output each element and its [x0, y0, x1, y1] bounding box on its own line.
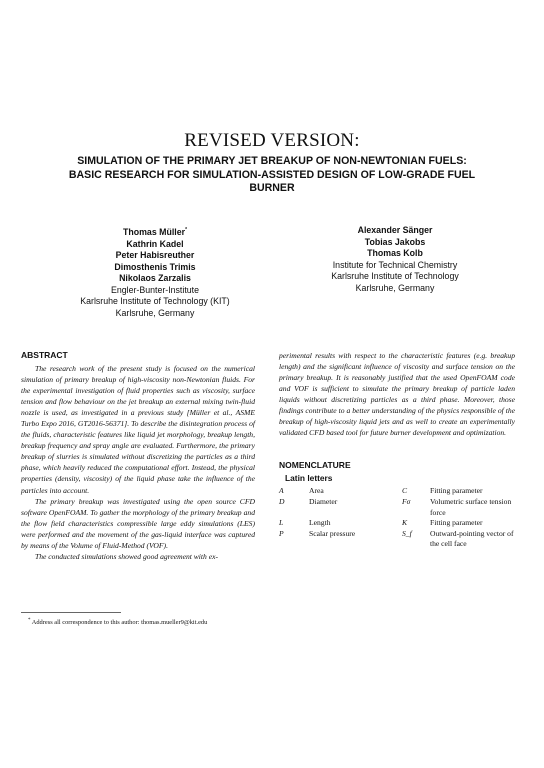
title-line: BASIC RESEARCH FOR SIMULATION-ASSISTED DESIGN OF LOW-GRADE FUEL [68, 168, 476, 181]
author-name: Thomas Kolb [367, 248, 423, 259]
author-name: Tobias Jakobs [364, 236, 426, 247]
table-row [279, 529, 515, 550]
title-line: SIMULATION OF THE PRIMARY JET BREAKUP OF NON-NEWTONIAN FUELS: [77, 155, 467, 167]
latin-letters-subheading: Latin letters [285, 473, 333, 484]
footnote-divider [21, 612, 121, 613]
symbol: S_f [402, 528, 412, 538]
affiliation-line: Karlsruhe Institute of Technology (KIT) [80, 296, 230, 307]
revised-version-label: REVISED VERSION: [184, 130, 360, 151]
paper-title [40, 155, 504, 196]
symbol-description: Outward-pointing vector of the cell face [430, 528, 514, 549]
symbol-description: Area [309, 486, 324, 496]
nomenclature-table [279, 486, 515, 550]
affiliation-line: Karlsruhe, Germany [115, 308, 195, 319]
symbol: K [402, 518, 408, 528]
author-name: Alexander Sänger [357, 225, 433, 235]
author-name: Nikolaos Zarzalis [119, 273, 191, 284]
left-column [21, 350, 255, 562]
table-row [279, 497, 515, 518]
abstract-paragraph-continued: perimental results with respect to the characteristic features (e.g. breakup length) and the significant influence of viscosity and surface tension on the primary breakup. It is reasonably justified that the used OpenFOAM code and VOF is sufficient to simulate the primary breakup of particle laden liquids without discretizing particles as a third phase. Moreover, those findings contribute to a better understanding of the physics responsible of the breakup of high-viscosity liquid jets and as well to create an experimentally validated CFD based tool for future burner development and optimization. [279, 351, 515, 438]
author-name: Dimosthenis Trimis [114, 261, 196, 272]
title-line: BURNER [249, 182, 295, 194]
symbol: D [279, 496, 285, 506]
affiliation-line: Karlsruhe Institute of Technology [331, 271, 459, 282]
abstract-paragraph: The primary breakup was investigated using the open source CFD software OpenFOAM. To gather the morphology of the primary breakup and the flow field characteristics compressible large eddy simulations (LES) were performed and the movement of the gas-liquid interface was captured by means of the Volume of Fluid-Method (VOF). [21, 496, 255, 550]
right-column [279, 350, 515, 550]
abstract-paragraph: The research work of the present study is focused on the numerical simulation of primary breakup of high-viscosity non-Newtonian fluids. For the experimental investigation of fluid properties such as viscosity, surface tension and flow behaviour on the jet breakup an external mixing twin-fluid nozzle is used, as investigated in a previous study [Müller et al., ASME Turbo Expo 2016, GT2016-56371]. To describe the disintegration process of the fluids, characteristic features like liquid jet morphology, breakup length, breakup frequency and spray angle are evaluated. Furthermore, the primary breakup of slurries is simulated without discretizing the particles as a third phase, which heavily reduced the computational effort. Instead, the physical properties (density, viscosity) of the liquid phase take the influence of the particles into account. [21, 364, 255, 495]
abstract-heading: ABSTRACT [21, 350, 68, 360]
author-block-right [280, 225, 510, 295]
author-block-left [40, 225, 270, 320]
symbol: P [279, 528, 284, 538]
footnote-mark: * [28, 618, 31, 623]
symbol-description: Scalar pressure [309, 528, 356, 538]
symbol: L [279, 518, 284, 528]
symbol-description: Length [309, 518, 331, 528]
footnote [28, 618, 207, 626]
symbol-description: Volumetric surface tension force [430, 496, 512, 517]
table-row [279, 486, 515, 497]
table-row [279, 518, 515, 529]
symbol-description: Fitting parameter [430, 518, 483, 528]
nomenclature-heading: NOMENCLATURE [279, 460, 351, 471]
footnote-text: Address all correspondence to this author: thomas.mueller9@kit.edu [31, 619, 208, 627]
author-name: Kathrin Kadel [126, 238, 184, 249]
symbol: C [402, 486, 408, 496]
symbol: A [279, 486, 284, 496]
corresponding-mark: * [185, 227, 188, 233]
affiliation-line: Engler-Bunter-Institute [110, 284, 199, 295]
symbol-description: Diameter [309, 496, 338, 506]
symbol: Fσ [402, 496, 411, 506]
abstract-paragraph: The conducted simulations showed good agreement with ex- [35, 551, 218, 561]
affiliation-line: Karlsruhe, Germany [355, 282, 435, 293]
symbol-description: Fitting parameter [430, 486, 483, 496]
affiliation-line: Institute for Technical Chemistry [332, 259, 458, 270]
author-name: Thomas Müller* [122, 226, 188, 237]
author-name: Peter Habisreuther [115, 250, 195, 261]
